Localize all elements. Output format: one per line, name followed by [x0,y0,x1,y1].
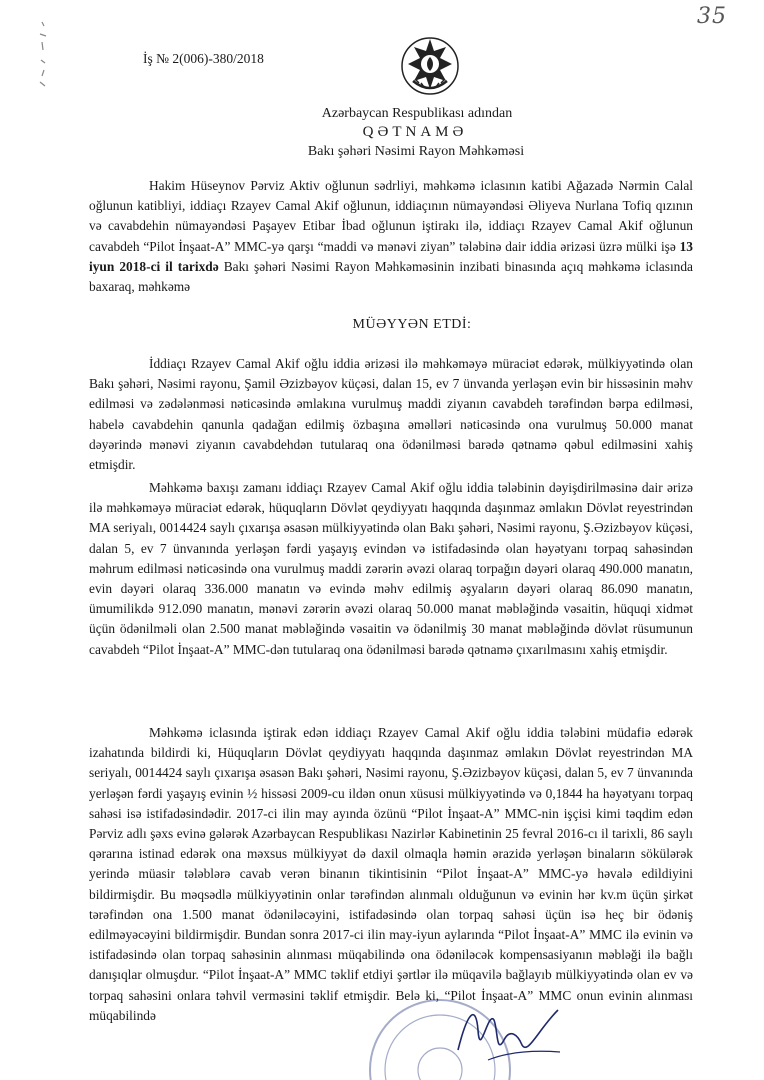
intro-text-b: Bakı şəhəri Nəsimi Rayon Məhkəməsinin inzibati binasında açıq məhkəmə iclasında baxaraq, məhkəmə [89,258,693,295]
paragraph-amended-claim: Məhkəmə baxışı zamanı iddiaçı Rzayev Camal Akif oğlu iddia tələbinin dəyişdirilməsinə dair ərizə ilə məhkəməyə müraciət edərək, hüquqların Dövlət qeydiyyatı haqqında daşınmaz əmlakın Dövlət reyestrindən MA seriyalı, 0014424 saylı çıxarışa əsasən mülkiyyətində olan Bakı şəhəri, Nəsimi rayonu, Ş.Əzizbəyov küçəsi, dalan 5, ev 7 ünvanında yerləşən fərdi yaşayış evindən və istifadəsində olan həyətyanı torpaq sahəsindən məhrum edilməsi nəticəsində ona vurulmuş maddi zərərin əvəzi olaraq torpağın dəyəri olaraq 490.000 manatın, evin dəyəri olaraq 336.000 manatın və evində məhv edilmiş əşyaların dəyəri olaraq 86.090 manatın, ümumilikdə 912.090 manatın, mənəvi zərərin əvəzi olaraq 50.000 manat məbləğində vəsaitin, hüquqi xidmət üçün ödənilməli olan 2.500 manat məbləğində vəsaitin və ödənilmiş 30 manat məbləğində dövlət rüsumunun cavabdeh “Pilot İnşaat-A” MMC-dən tutularaq ona ödənilməsi barədə qətnamə çıxarılmasını xahiş etmişdir. [89,480,693,657]
paragraph-testimony: Məhkəmə iclasında iştirak edən iddiaçı Rzayev Camal Akif oğlu iddia tələbini müdafiə edərək izahatında bildirdi ki, Hüquqların Dövlət qeydiyyatı haqqında daşınmaz əmlakın Dövlət reyestrindən MA seriyalı, 0014424 saylı çıxarışa əsasən Bakı şəhəri, Nəsimi rayonu, Ş.Əzizbəyov küçəsi, dalan 5, ev 7 ünvanında yerləşən fərdi yaşayış evinin ½ hissəsi 2009-cu ildən onun xüsusi mülkiyyətində və 0,1844 ha həyətyanı torpaq sahəsi isə istifadəsindədir. 2017-ci ilin may ayında özünü “Pilot İnşaat-A” MMC-nin işçisi kimi təqdim edən Pərviz adlı şəxs evinə gələrək Azərbaycan Respublikası Nazirlər Kabinetinin 25 fevral 2016-cı il tarixli, 86 saylı qərarına istinad edərək ona məxsus mülkiyyət də daxil olmaqla həmin ərazidə yerləşən binaların sökülərək yerində müasir tələblərə cavab verən binanın tikintisinin “Pilot İnşaat-A” MMC-yə həvalə edildiyini bildirmişdir. Bu məqsədlə mülkiyyətinin onlar tərəfindən alınmalı olduğunun və evinin hər kv.m üçün şirkət tərəfindən ona 1.500 manat ödəniləcəyini, istifadəsində olan torpaq sahəsi üçün isə heç bir ödəniş edilməyəcəyini bildirmişdir. Bundan sonra 2017-ci ilin may-iyun aylarında “Pilot İnşaat-A” MMC ilə evinin və istifadəsində olan torpaq sahəsinin alınması müqabilində ona ödəniləcək kompensasiyanın məbləği ilə bağlı danışıqlar olmuşdur. “Pilot İnşaat-A” MMC təklif etdiyi şərtlər ilə müqavilə bağlayıb mülkiyyətində olan ev və torpaq sahəsini onlara təhvil verməsini təklif etmişdir. Belə ki, “Pilot İnşaat-A” MMC onun evinin alınması müqabilində [89,725,693,1023]
intro-text-a: Hakim Hüseynov Pərviz Aktiv oğlunun sədrliyi, məhkəmə iclasının katibi Ağazadə Nərmin Calal oğlunun katibliyi, iddiaçı Rzayev Camal Akif oğlunun, iddiaçının nümayəndəsi Əliyeva Nurlana Tofiq qızının və cavabdehin nümayəndəsi Paşayev Etibar İbad oğlunun iştirakı ilə, iddiaçı Rzayev Camal Akif oğlunun cavabdeh “Pilot İnşaat-A” MMC-yə qarşı “maddi və mənəvi ziyan” tələbinə dair iddia ərizəsi üzrə mülki işə [89,178,693,254]
court-name: Bakı şəhəri Nəsimi Rayon Məhkəməsi [307,144,525,159]
hearing-date: 13 iyun 2018-ci il tarixdə [89,238,693,274]
handwritten-page-number: 35 [697,4,727,29]
margin-marks [30,20,60,90]
document-header [0,104,764,161]
paragraph-claim: İddiaçı Rzayev Camal Akif oğlu iddia ərizəsi ilə məhkəməyə müraciət edərək, mülkiyyətində olan Bakı şəhəri, Nəsimi rayonu, Şamil Əzizbəyov küçəsi, dalan 15, ev 7 ünvanda yerləşən evin bir hissəsinin məhv edilməsi və zədələnməsi nəticəsində əmlakına vurulmuş maddi ziyanın cavabdeh tərəfindən bərpa edilməsi, habelə cavabdehin qanunla qadağan edilmiş özbaşına əməlləri nəticəsində ona vurulmuş 50.000 manat dəyərində mənəvi ziyanın cavabdehdən tutularaq ona ödənilməsi barədə qətnamə qəbul edilməsini xahiş etmişdir. [89,356,693,473]
section-title: MÜƏYYƏN ETDİ: [352,317,472,332]
case-number: İş № 2(006)-380/2018 [143,51,264,66]
intro-paragraph [89,176,693,297]
header-line-state: Azərbaycan Respublikası adından [321,106,513,121]
document-title: QƏTNAMƏ [362,124,468,140]
judge-signature [448,990,568,1070]
state-emblem-icon [399,35,461,97]
